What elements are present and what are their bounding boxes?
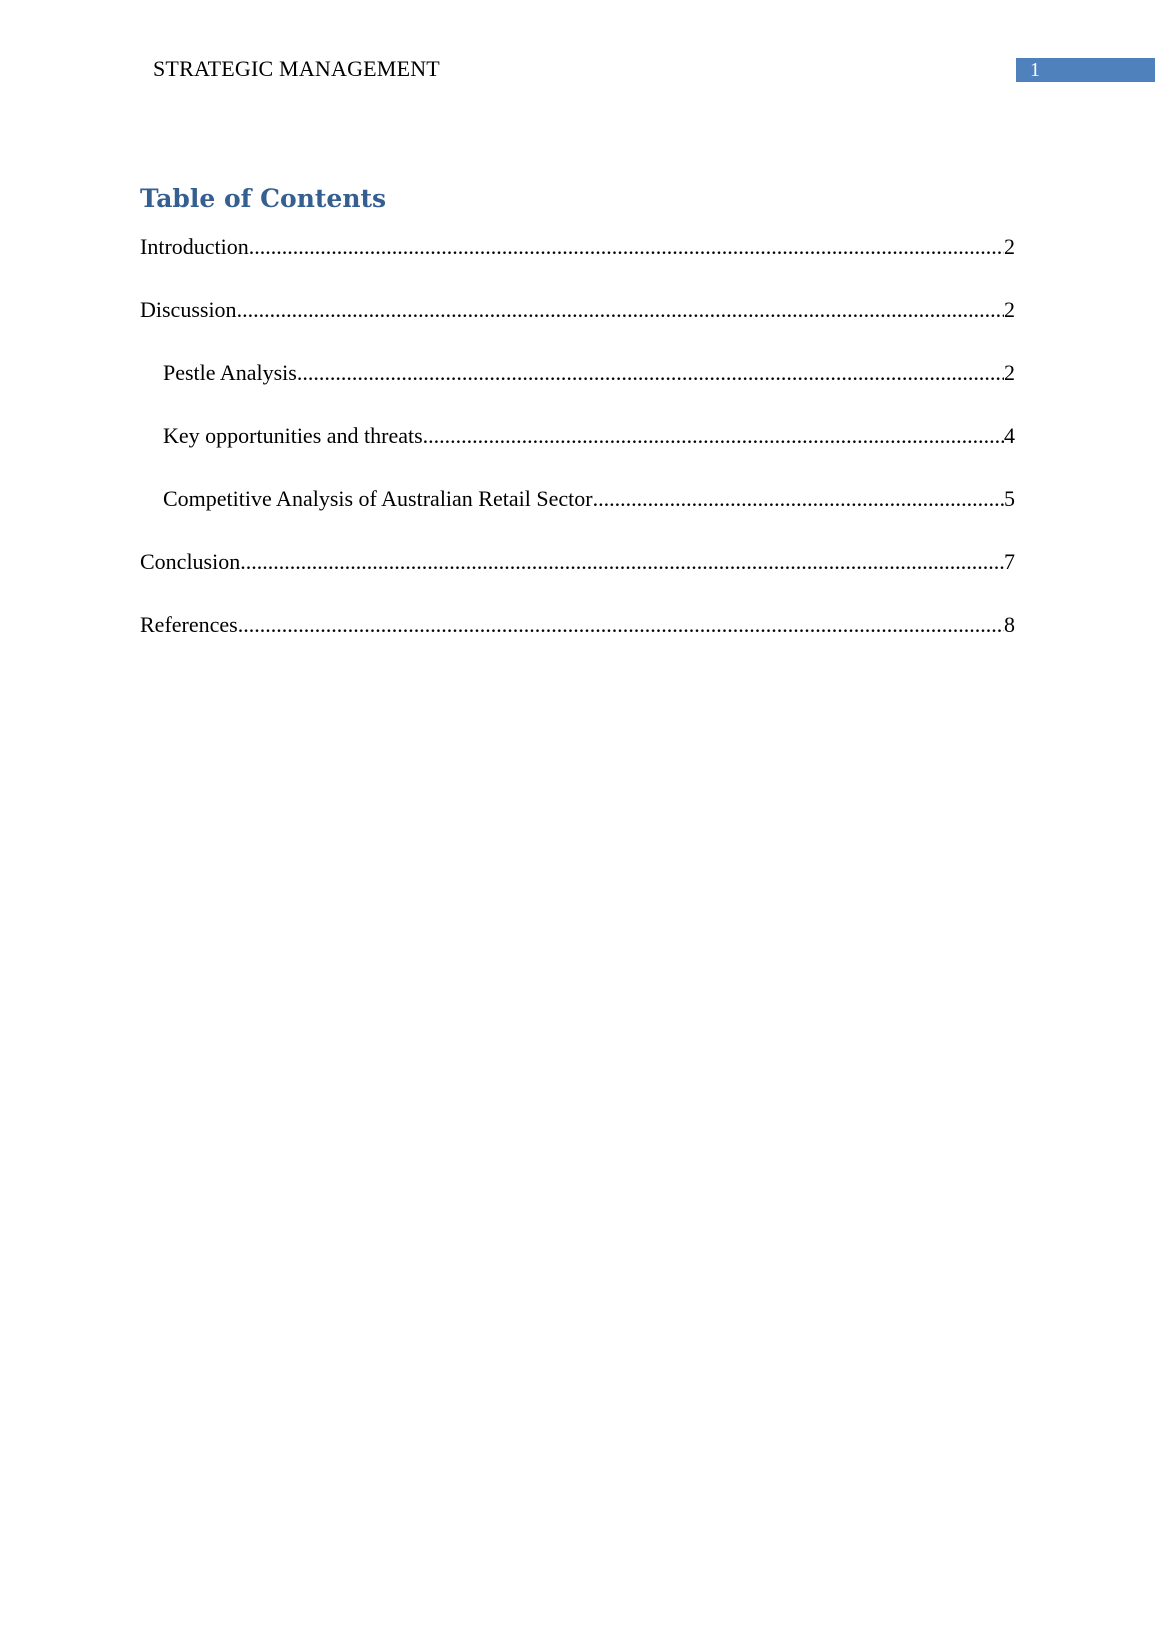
toc-entry-page: 2	[1004, 360, 1015, 385]
toc-entry-page: 5	[1004, 486, 1015, 511]
toc-dot-leader	[249, 232, 1004, 262]
toc-entry-label: References	[140, 612, 238, 637]
toc-heading: Table of Contents	[140, 184, 387, 213]
toc-entry-page: 4	[1004, 423, 1015, 448]
toc-entry-label: Competitive Analysis of Australian Retail Sector	[163, 486, 593, 511]
toc-entry-page: 2	[1004, 297, 1015, 322]
toc-entry-pestle-analysis[interactable]	[140, 358, 1015, 421]
running-header-title: STRATEGIC MANAGEMENT	[153, 56, 440, 81]
toc-entry-page: 8	[1004, 612, 1015, 637]
toc-dot-leader	[238, 610, 1004, 640]
toc-entry-label: Key opportunities and threats	[163, 423, 423, 448]
toc-entry-references[interactable]	[140, 610, 1015, 673]
page-number-badge: 1	[1016, 58, 1155, 82]
toc-dot-leader	[240, 547, 1004, 577]
toc-dot-leader	[297, 358, 1004, 388]
toc-entry-page: 2	[1004, 234, 1015, 259]
toc-entry-label: Introduction	[140, 234, 249, 259]
toc-entry-label: Conclusion	[140, 549, 241, 574]
toc-entry-label: Pestle Analysis	[163, 360, 297, 385]
toc-entry-competitive-analysis[interactable]	[140, 484, 1015, 547]
toc-dot-leader	[237, 295, 1004, 325]
toc-entry-conclusion[interactable]	[140, 547, 1015, 610]
table-of-contents	[140, 232, 1015, 673]
toc-entry-discussion[interactable]	[140, 295, 1015, 358]
toc-dot-leader	[593, 484, 1004, 514]
toc-entry-introduction[interactable]	[140, 232, 1015, 295]
toc-entry-key-opportunities-and-threats[interactable]	[140, 421, 1015, 484]
toc-dot-leader	[423, 421, 1004, 451]
toc-entry-label: Discussion	[140, 297, 237, 322]
toc-entry-page: 7	[1004, 549, 1015, 574]
